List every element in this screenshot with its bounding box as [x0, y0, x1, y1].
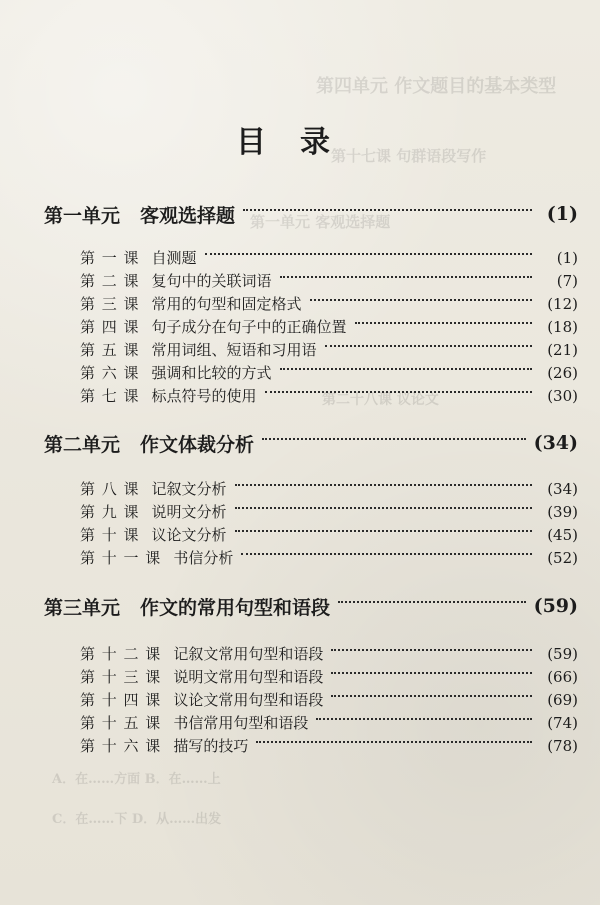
dot-leader: [205, 253, 532, 255]
show-through-text: 第四单元 作文题目的基本类型: [316, 76, 557, 97]
lesson-11[interactable]: [80, 545, 578, 570]
lesson-1[interactable]: [80, 245, 578, 270]
lesson-6[interactable]: [80, 360, 578, 385]
lesson-label: 第 一 课: [80, 249, 140, 267]
dot-leader: [331, 672, 532, 674]
lesson-label: 第 十 五 课: [80, 714, 162, 732]
lesson-title: 书信常用句型和语段: [173, 714, 309, 732]
dot-leader: [331, 695, 532, 697]
unit-3[interactable]: [44, 591, 578, 621]
lesson-9[interactable]: [80, 499, 578, 524]
dot-leader: [241, 553, 532, 555]
lesson-label: 第 四 课: [80, 318, 140, 336]
dot-leader: [310, 299, 532, 301]
lesson-label: 第 十 二 课: [80, 645, 162, 663]
lesson-title: 句子成分在句子中的正确位置: [151, 318, 347, 336]
page-number: (18): [547, 317, 578, 336]
dot-leader: [316, 718, 532, 720]
lesson-2[interactable]: [80, 268, 578, 293]
page-number: (12): [547, 294, 578, 313]
page-number: (39): [547, 502, 578, 521]
page-number: (78): [547, 736, 578, 755]
dot-leader: [256, 741, 532, 743]
page-title: 目录: [236, 125, 364, 160]
lesson-title: 书信分析: [173, 549, 234, 567]
lesson-title: 自测题: [151, 249, 197, 267]
lesson-title: 记叙文常用句型和语段: [173, 645, 324, 663]
page-number: (34): [533, 432, 578, 454]
lesson-label: 第 十 六 课: [80, 737, 162, 755]
table-of-contents: [44, 0, 578, 905]
unit-label: 第一单元: [44, 204, 121, 227]
unit-label: 第二单元: [44, 433, 121, 456]
lesson-title: 记叙文分析: [151, 480, 227, 498]
page-number: (45): [547, 525, 578, 544]
dot-leader: [331, 649, 532, 651]
lesson-10[interactable]: [80, 522, 578, 547]
lesson-label: 第 二 课: [80, 272, 140, 290]
lesson-label: 第 三 课: [80, 295, 140, 313]
lesson-16[interactable]: [80, 733, 578, 758]
page-number: (26): [547, 363, 578, 382]
lesson-title: 议论文分析: [151, 526, 227, 544]
lesson-label: 第 九 课: [80, 503, 140, 521]
unit-title: 作文体裁分析: [140, 433, 255, 456]
lesson-7[interactable]: [80, 383, 578, 408]
lesson-title: 描写的技巧: [173, 737, 249, 755]
lesson-title: 常用词组、短语和习用语: [151, 341, 317, 359]
lesson-13[interactable]: [80, 664, 578, 689]
unit-label: 第三单元: [44, 596, 121, 619]
unit-title: 作文的常用句型和语段: [140, 596, 331, 619]
page-number: (30): [547, 386, 578, 405]
lesson-12[interactable]: [80, 641, 578, 666]
lesson-label: 第 十 四 课: [80, 691, 162, 709]
lesson-3[interactable]: [80, 291, 578, 316]
show-through-text: A．在……方面 B．在……上: [52, 772, 221, 787]
lesson-title: 议论文常用句型和语段: [173, 691, 324, 709]
lesson-4[interactable]: [80, 314, 578, 339]
show-through-text: 第一单元 客观选择题: [250, 213, 391, 231]
dot-leader: [265, 391, 532, 393]
dot-leader: [280, 276, 532, 278]
lesson-14[interactable]: [80, 687, 578, 712]
lesson-label: 第 十 三 课: [80, 668, 162, 686]
dot-leader: [280, 368, 532, 370]
page-number: (7): [556, 271, 578, 290]
show-through-text: 第十七课 句群语段写作: [331, 147, 487, 165]
page-number: (21): [547, 340, 578, 359]
dot-leader: [235, 484, 532, 486]
dot-leader: [235, 507, 532, 509]
lesson-title: 说明文常用句型和语段: [173, 668, 324, 686]
lesson-title: 标点符号的使用: [151, 387, 257, 405]
dot-leader: [243, 209, 532, 211]
unit-title: 客观选择题: [140, 204, 236, 227]
dot-leader: [235, 530, 532, 532]
show-through-text: C．在……下 D．从……出发: [52, 812, 222, 827]
page-number: (74): [547, 713, 578, 732]
lesson-label: 第 十 一 课: [80, 549, 162, 567]
lesson-label: 第 七 课: [80, 387, 140, 405]
dot-leader: [355, 322, 532, 324]
lesson-label: 第 五 课: [80, 341, 140, 359]
page-number: (52): [547, 548, 578, 567]
page-number: (1): [556, 248, 578, 267]
unit-1[interactable]: [44, 199, 578, 229]
page-number: (59): [547, 644, 578, 663]
dot-leader: [262, 438, 526, 440]
lesson-5[interactable]: [80, 337, 578, 362]
page-number: (34): [547, 479, 578, 498]
lesson-title: 说明文分析: [151, 503, 227, 521]
page-number: (66): [547, 667, 578, 686]
page-number: (59): [533, 595, 578, 617]
unit-2[interactable]: [44, 428, 578, 458]
lesson-8[interactable]: [80, 476, 578, 501]
lesson-title: 强调和比较的方式: [151, 364, 272, 382]
lesson-15[interactable]: [80, 710, 578, 735]
lesson-title: 复句中的关联词语: [151, 272, 272, 290]
dot-leader: [338, 601, 526, 603]
page-number: (69): [547, 690, 578, 709]
show-through-text: 第二十八课 议论文: [322, 392, 439, 408]
lesson-label: 第 六 课: [80, 364, 140, 382]
lesson-title: 常用的句型和固定格式: [151, 295, 302, 313]
dot-leader: [325, 345, 532, 347]
lesson-label: 第 八 课: [80, 480, 140, 498]
lesson-label: 第 十 课: [80, 526, 140, 544]
page-number: (1): [546, 203, 578, 225]
